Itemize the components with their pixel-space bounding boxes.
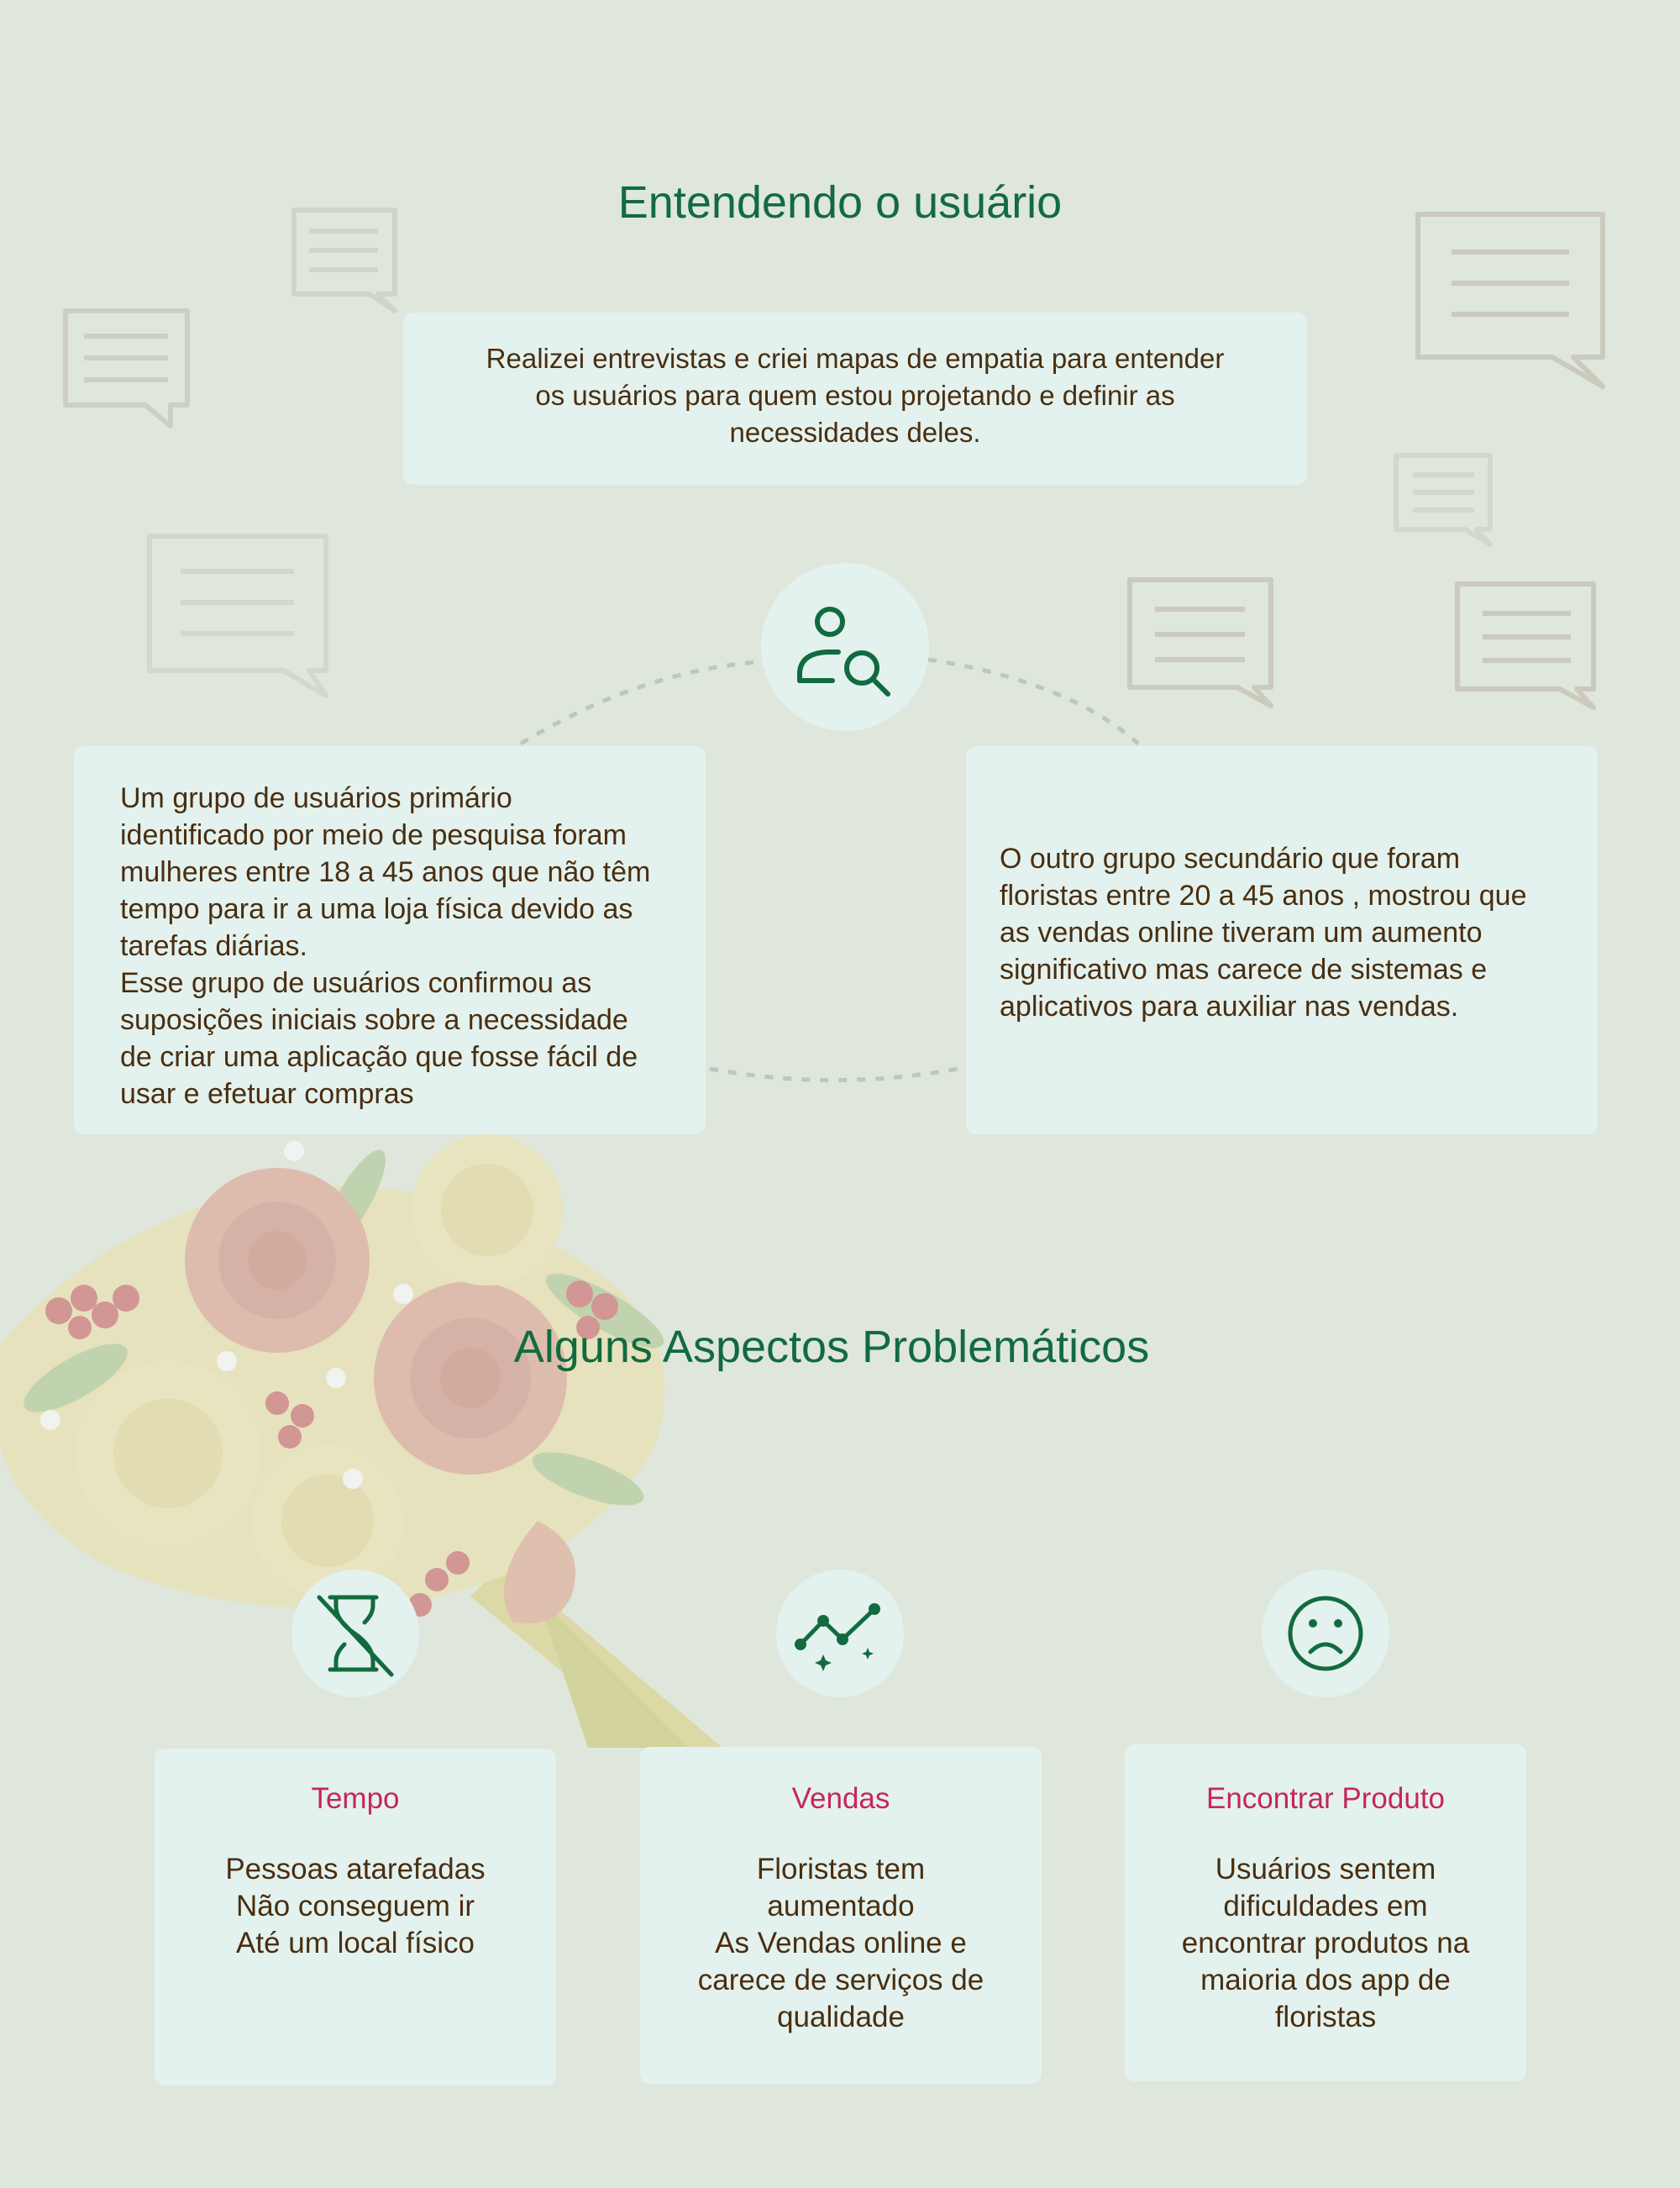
section-title-problem-aspects: Alguns Aspectos Problemáticos	[513, 1322, 1150, 1372]
problem-card-time	[155, 1749, 556, 2085]
problem-card-find-product	[1125, 1744, 1526, 2081]
sad-face-icon	[1284, 1591, 1368, 1675]
secondary-users-text: O outro grupo secundário que foram floristas entre 20 a 45 anos , mostrou que as vendas online tiveram um aumento significativo mas carece de sistemas e aplicativos para auxiliar nas vendas.	[1000, 843, 1527, 1023]
intro-card	[403, 313, 1307, 485]
problem-card-sales	[640, 1747, 1042, 2084]
user-research-badge	[761, 563, 929, 731]
speech-bubble-icon	[66, 311, 187, 426]
speech-bubble-icon	[1396, 455, 1490, 544]
trend-chart-icon	[794, 1587, 886, 1680]
find-product-badge	[1262, 1570, 1389, 1697]
primary-users-text: Um grupo de usuários primário identificado por meio de pesquisa foram mulheres entre 18 a 45 anos que não têm tempo para ir a uma loja física devido as tarefas diárias. Esse grupo de usuários confirmou as suposições iniciais sobre a necessidade de criar uma aplicação que fosse fácil de usar e efetuar compras	[120, 782, 651, 1110]
speech-bubble-icon	[1418, 214, 1603, 387]
primary-users-card	[74, 746, 706, 1134]
secondary-users-card	[966, 746, 1598, 1134]
problem-card-text: Usuários sentem dificuldades em encontrar produtos na maioria dos app de floristas	[1181, 1853, 1470, 2033]
user-search-icon	[795, 597, 895, 697]
problem-card-title: Encontrar Produto	[1205, 1782, 1446, 1815]
problem-card-title: Vendas	[791, 1782, 890, 1815]
time-badge	[291, 1570, 419, 1697]
sales-badge	[776, 1570, 904, 1697]
problem-card-title: Tempo	[311, 1782, 400, 1815]
hourglass-off-icon	[309, 1587, 402, 1680]
section-title-understanding-user: Entendendo o usuário	[617, 177, 1063, 228]
problem-card-text: Pessoas atarefadas Não conseguem ir Até um local físico	[225, 1853, 486, 1959]
problem-card-text: Floristas tem aumentado As Vendas online e carece de serviços de qualidade	[697, 1853, 984, 2033]
intro-text: Realizei entrevistas e criei mapas de empatia para entender os usuários para quem estou projetando e definir as necessidades deles.	[486, 343, 1225, 448]
